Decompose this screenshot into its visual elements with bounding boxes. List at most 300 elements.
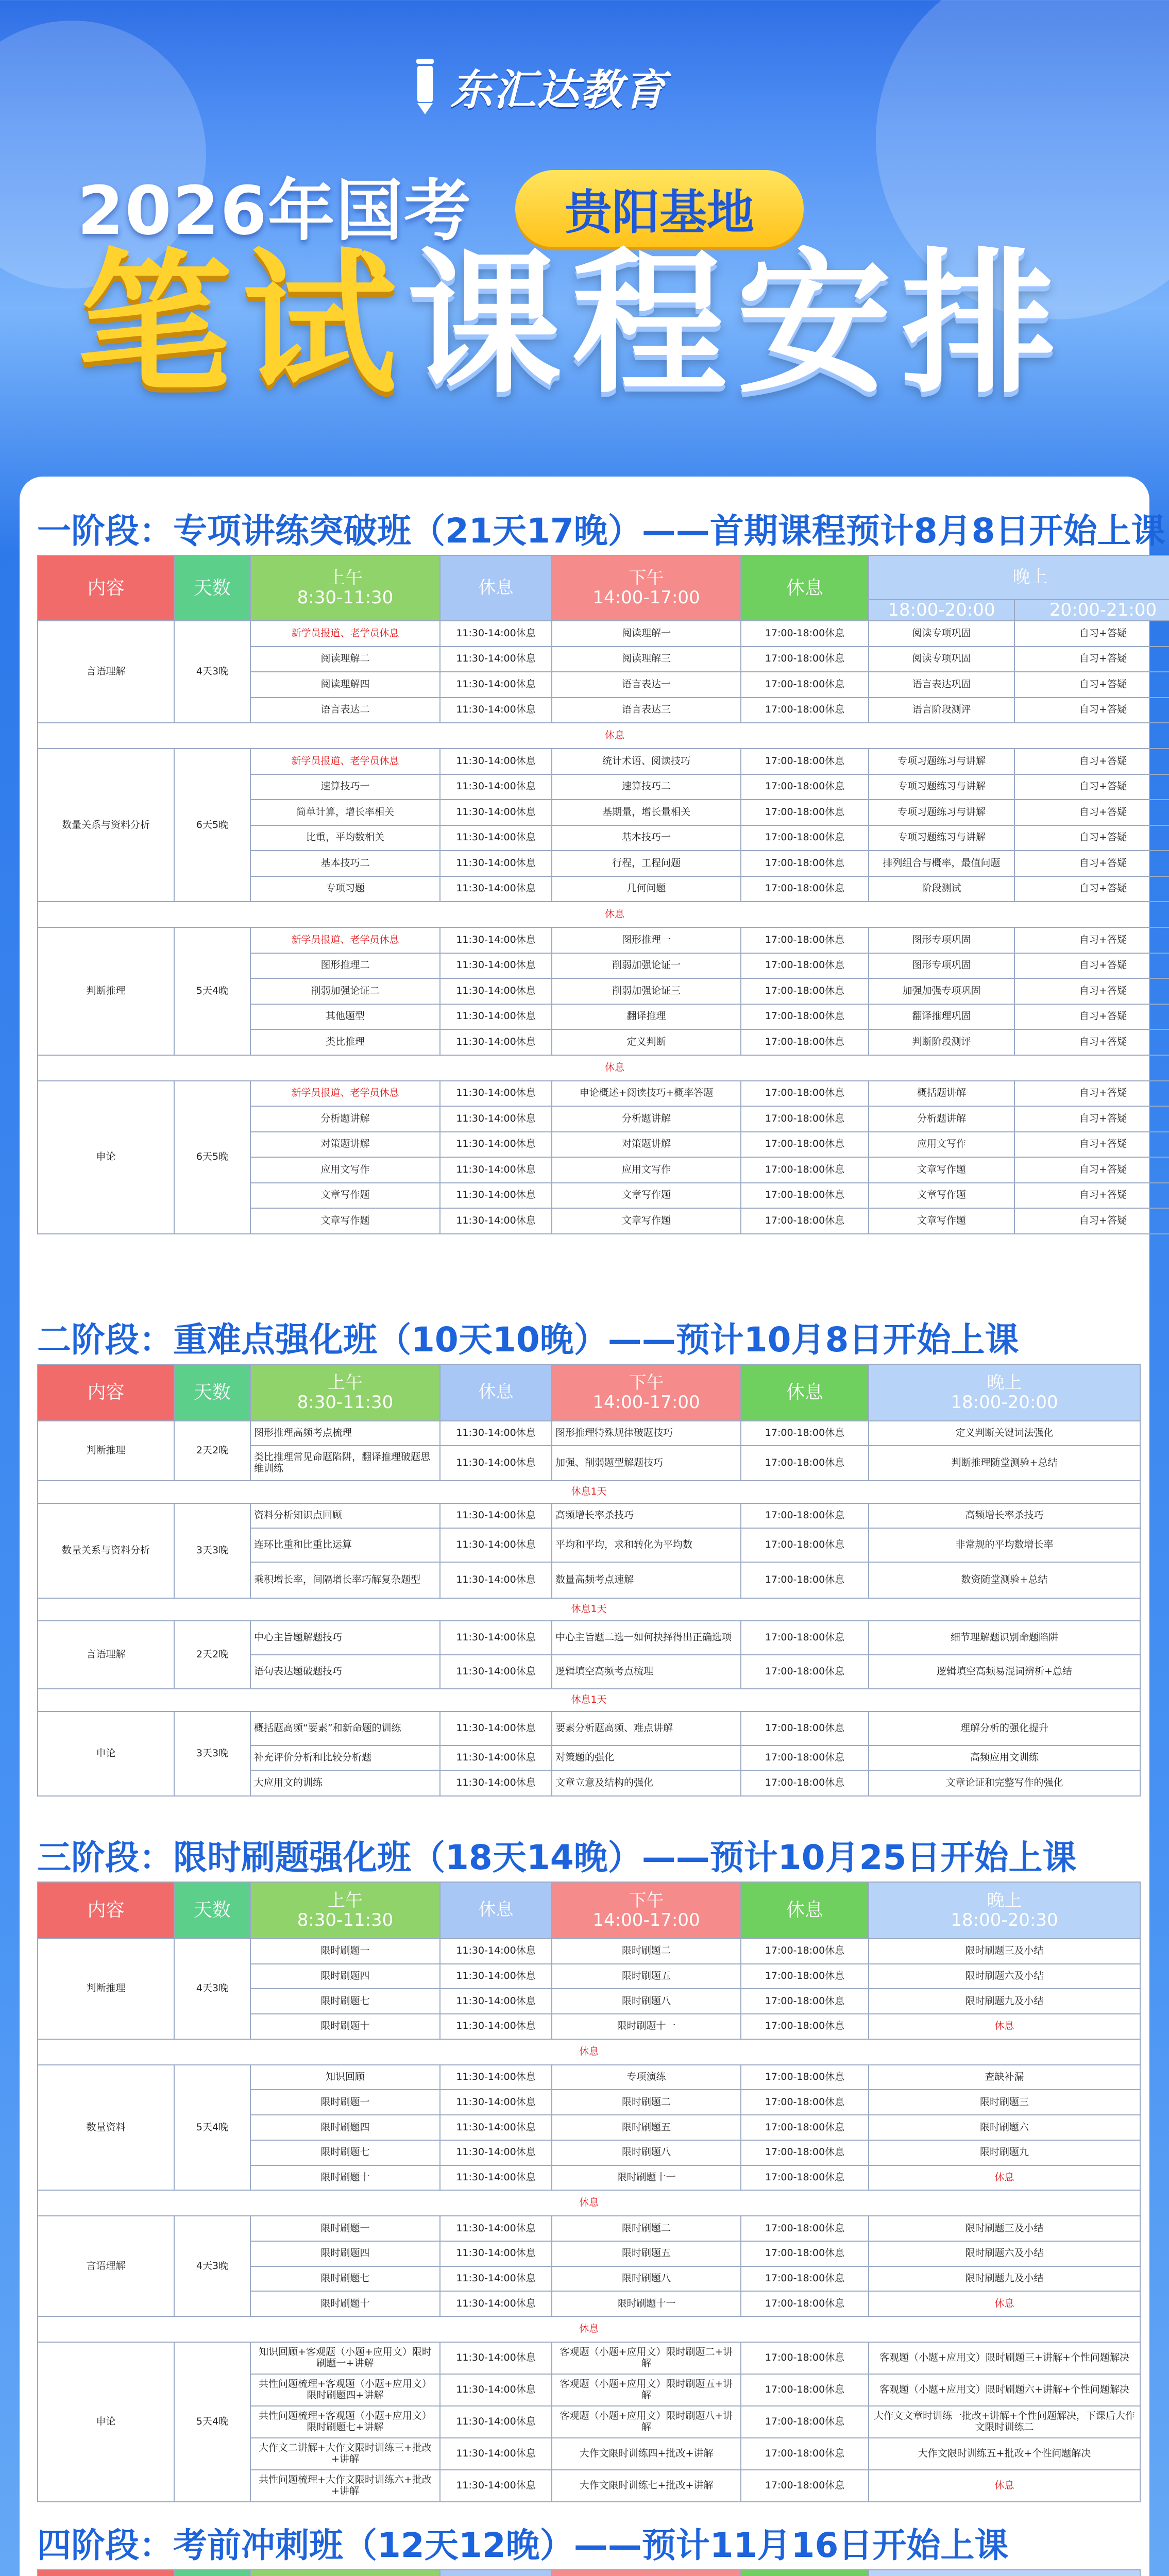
table-cell: 限时刷题十一 <box>552 2014 741 2039</box>
table-cell: 17:00-18:00休息 <box>741 2406 869 2438</box>
header-pm: 下午 14:00-17:00 <box>552 1882 741 1939</box>
header-eve-time2: 20:00-21:00 <box>1014 600 1169 621</box>
subject-days: 5天4晚 <box>174 927 250 1055</box>
table-cell: 11:30-14:00休息 <box>440 2291 552 2316</box>
table-cell: 17:00-18:00休息 <box>741 2438 869 2470</box>
rest-row-label: 休息1天 <box>38 1481 1140 1503</box>
table-cell: 限时刷题九及小结 <box>869 2266 1140 2292</box>
table-cell: 阅读理解一 <box>552 621 741 647</box>
table-cell: 限时刷题三及小结 <box>869 2216 1140 2241</box>
subject-days: 6天5晚 <box>174 1081 250 1234</box>
table-cell: 阅读理解四 <box>250 672 440 698</box>
headline-part2: 课程安排 <box>407 234 1066 414</box>
headline-part1: 笔试 <box>77 234 407 414</box>
table-cell: 基本技巧一 <box>552 825 741 851</box>
table-cell: 休息 <box>869 2014 1140 2039</box>
table-cell: 17:00-18:00休息 <box>741 2065 869 2090</box>
table-cell: 语言表达巩固 <box>869 672 1014 698</box>
table-cell: 11:30-14:00休息 <box>440 647 552 672</box>
rest-row-label: 休息 <box>38 2039 1140 2065</box>
table-cell: 11:30-14:00休息 <box>440 2140 552 2165</box>
table-cell: 对策题讲解 <box>250 1132 440 1158</box>
table-cell: 自习+答疑 <box>1014 1132 1169 1158</box>
table-cell: 11:30-14:00休息 <box>440 2438 552 2470</box>
table-cell: 17:00-18:00休息 <box>741 1939 869 1964</box>
table-cell: 17:00-18:00休息 <box>741 2140 869 2165</box>
table-cell: 11:30-14:00休息 <box>440 1004 552 1030</box>
table-row <box>38 2342 1140 2374</box>
table-cell: 专项习题 <box>250 876 440 902</box>
table-cell: 文章写作题 <box>552 1183 741 1209</box>
table-cell: 文章论证和完整写作的强化 <box>869 1770 1140 1796</box>
subject-name: 数量关系与资料分析 <box>38 1503 174 1598</box>
header-days: 天数 <box>174 1364 250 1421</box>
table-cell: 自习+答疑 <box>1014 698 1169 723</box>
table-cell: 文章写作题 <box>869 1183 1014 1209</box>
table-row <box>38 1421 1140 1446</box>
table-row <box>38 1621 1140 1655</box>
header-rest2: 休息 <box>741 555 869 621</box>
table-cell: 17:00-18:00休息 <box>741 1989 869 2014</box>
stage4-section <box>37 2522 1140 2576</box>
table-cell: 限时刷题七 <box>250 2140 440 2165</box>
table-cell: 11:30-14:00休息 <box>440 749 552 774</box>
table-cell: 11:30-14:00休息 <box>440 876 552 902</box>
table-cell: 11:30-14:00休息 <box>440 2241 552 2266</box>
table-cell: 速算技巧一 <box>250 774 440 800</box>
table-cell: 限时刷题三 <box>869 2090 1140 2115</box>
table-cell: 17:00-18:00休息 <box>741 1208 869 1234</box>
table-cell: 11:30-14:00休息 <box>440 953 552 979</box>
table-cell: 自习+答疑 <box>1014 927 1169 953</box>
header-eve <box>869 2570 1140 2576</box>
table-cell: 11:30-14:00休息 <box>440 2115 552 2140</box>
table-cell: 自习+答疑 <box>1014 1208 1169 1234</box>
table-cell: 17:00-18:00休息 <box>741 2090 869 2115</box>
table-cell: 17:00-18:00休息 <box>741 2374 869 2406</box>
table-cell: 新学员报道、老学员休息 <box>250 621 440 647</box>
table-cell: 限时刷题五 <box>552 2241 741 2266</box>
header-am: 上午 8:30-11:30 <box>250 1364 440 1421</box>
table-cell: 判断阶段测评 <box>869 1029 1014 1055</box>
table-cell: 乘积增长率，间隔增长率巧解复杂题型 <box>250 1562 440 1598</box>
table-cell: 11:30-14:00休息 <box>440 2065 552 2090</box>
table-cell: 语句表达题破题技巧 <box>250 1655 440 1689</box>
table-cell: 11:30-14:00休息 <box>440 1989 552 2014</box>
table-row <box>38 927 1169 953</box>
header-pm: 下午 14:00-17:00 <box>552 1364 741 1421</box>
table-cell: 11:30-14:00休息 <box>440 2342 552 2374</box>
stage2-table <box>37 1364 1141 1797</box>
table-row <box>38 1081 1169 1107</box>
table-cell: 17:00-18:00休息 <box>741 1562 869 1598</box>
headline-main <box>77 234 1066 414</box>
table-cell: 限时刷题五 <box>552 2115 741 2140</box>
table-cell: 17:00-18:00休息 <box>741 774 869 800</box>
table-row <box>38 2216 1140 2241</box>
header-eve-time: 18:00-20:30 <box>951 1909 1058 1930</box>
table-cell: 17:00-18:00休息 <box>741 1183 869 1209</box>
table-cell: 17:00-18:00休息 <box>741 1528 869 1562</box>
table-cell: 17:00-18:00休息 <box>741 800 869 825</box>
table-cell: 限时刷题三及小结 <box>869 1939 1140 1964</box>
stage4-table <box>37 2569 1141 2576</box>
table-cell: 专项习题练习与讲解 <box>869 800 1014 825</box>
table-cell: 限时刷题八 <box>552 1989 741 2014</box>
stage4-title: 四阶段：考前冲刺班（12天12晚）——预计11月16日开始上课 <box>37 2526 1009 2565</box>
table-cell: 自习+答疑 <box>1014 1106 1169 1132</box>
table-cell: 11:30-14:00休息 <box>440 978 552 1004</box>
table-cell: 限时刷题六及小结 <box>869 2241 1140 2266</box>
stage1-title: 一阶段：专项讲练突破班（21天17晚）——首期课程预计8月8日开始上课 <box>37 511 1165 551</box>
table-cell: 自习+答疑 <box>1014 1004 1169 1030</box>
table-cell: 大作文二讲解+大作文限时训练三+批改+讲解 <box>250 2438 440 2470</box>
table-cell: 11:30-14:00休息 <box>440 672 552 698</box>
header-rest <box>440 2570 552 2576</box>
header-content <box>38 2570 174 2576</box>
table-cell: 新学员报道、老学员休息 <box>250 1081 440 1107</box>
header-eve-time1: 18:00-20:00 <box>869 600 1014 621</box>
header-days <box>174 2570 250 2576</box>
table-cell: 17:00-18:00休息 <box>741 2291 869 2316</box>
header-rest: 休息 <box>440 1882 552 1939</box>
table-cell: 其他题型 <box>250 1004 440 1030</box>
table-cell: 阶段测试 <box>869 876 1014 902</box>
header-eve-time: 18:00-20:00 <box>951 1392 1058 1413</box>
table-cell: 客观题（小题+应用文）限时刷题八+讲解 <box>552 2406 741 2438</box>
table-cell: 削弱加强论证一 <box>552 953 741 979</box>
table-cell: 限时刷题十一 <box>552 2291 741 2316</box>
table-cell: 定义判断 <box>552 1029 741 1055</box>
header-rest2: 休息 <box>741 1882 869 1939</box>
table-cell: 限时刷题八 <box>552 2140 741 2165</box>
table-cell: 11:30-14:00休息 <box>440 1745 552 1770</box>
table-cell: 共性问题梳理+大作文限时训练六+批改+讲解 <box>250 2470 440 2502</box>
header-pm: 下午 14:00-17:00 <box>552 555 741 621</box>
table-cell: 大作文文章时训练一批改+讲解+个性问题解决，下课后大作文限时训练二 <box>869 2406 1140 2438</box>
table-cell: 17:00-18:00休息 <box>741 1004 869 1030</box>
subject-name: 判断推理 <box>38 1421 174 1481</box>
table-cell: 17:00-18:00休息 <box>741 1029 869 1055</box>
header-am-time: 8:30-11:30 <box>297 587 394 608</box>
table-cell: 11:30-14:00休息 <box>440 2090 552 2115</box>
table-cell: 17:00-18:00休息 <box>741 1770 869 1796</box>
table-cell: 自习+答疑 <box>1014 1029 1169 1055</box>
table-cell: 自习+答疑 <box>1014 749 1169 774</box>
table-cell: 行程，工程问题 <box>552 851 741 876</box>
table-cell: 自习+答疑 <box>1014 978 1169 1004</box>
table-cell: 图形推理特殊规律破题技巧 <box>552 1421 741 1446</box>
table-cell: 限时刷题九及小结 <box>869 1989 1140 2014</box>
table-cell: 自习+答疑 <box>1014 774 1169 800</box>
table-cell: 自习+答疑 <box>1014 621 1169 647</box>
table-cell: 非常规的平均数增长率 <box>869 1528 1140 1562</box>
stage1-table <box>37 555 1169 1234</box>
header-rest2: 休息 <box>741 1364 869 1421</box>
subject-days: 3天3晚 <box>174 1711 250 1796</box>
table-cell: 限时刷题二 <box>552 2216 741 2241</box>
table-cell: 自习+答疑 <box>1014 1157 1169 1183</box>
subject-days: 2天2晚 <box>174 1421 250 1481</box>
logo-text: 东汇达教育 <box>450 66 667 115</box>
header-am: 上午 8:30-11:30 <box>250 555 440 621</box>
header-am <box>250 2570 440 2576</box>
table-cell: 自习+答疑 <box>1014 1183 1169 1209</box>
table-cell: 自习+答疑 <box>1014 953 1169 979</box>
table-cell: 17:00-18:00休息 <box>741 953 869 979</box>
table-cell: 中心主旨题二选一如何抉择得出正确选项 <box>552 1621 741 1655</box>
table-cell: 11:30-14:00休息 <box>440 1183 552 1209</box>
subject-name: 数量关系与资料分析 <box>38 749 174 902</box>
table-cell: 限时刷题十一 <box>552 2165 741 2191</box>
table-cell: 类比推理常见命题陷阱，翻译推理破题思维训练 <box>250 1446 440 1481</box>
table-cell: 11:30-14:00休息 <box>440 2406 552 2438</box>
table-cell: 自习+答疑 <box>1014 647 1169 672</box>
table-cell: 类比推理 <box>250 1029 440 1055</box>
table-cell: 削弱加强论证三 <box>552 978 741 1004</box>
table-cell: 11:30-14:00休息 <box>440 774 552 800</box>
table-cell: 基期量，增长量相关 <box>552 800 741 825</box>
pen-logo-icon <box>407 59 443 115</box>
table-cell: 17:00-18:00休息 <box>741 825 869 851</box>
table-cell: 11:30-14:00休息 <box>440 1208 552 1234</box>
table-cell: 17:00-18:00休息 <box>741 876 869 902</box>
table-cell: 17:00-18:00休息 <box>741 1157 869 1183</box>
table-cell: 知识回顾+客观题（小题+应用文）限时刷题一+讲解 <box>250 2342 440 2374</box>
table-cell: 11:30-14:00休息 <box>440 2014 552 2039</box>
table-cell: 17:00-18:00休息 <box>741 1711 869 1745</box>
subject-name: 言语理解 <box>38 2216 174 2316</box>
table-cell: 11:30-14:00休息 <box>440 1770 552 1796</box>
table-cell: 比重，平均数相关 <box>250 825 440 851</box>
header-am: 上午 8:30-11:30 <box>250 1882 440 1939</box>
table-cell: 限时刷题二 <box>552 1939 741 1964</box>
table-cell: 11:30-14:00休息 <box>440 825 552 851</box>
table-row <box>38 1503 1140 1528</box>
rest-row-label: 休息 <box>38 902 1169 927</box>
table-cell: 分析题讲解 <box>869 1106 1014 1132</box>
table-cell: 统计术语、阅读技巧 <box>552 749 741 774</box>
table-cell: 速算技巧二 <box>552 774 741 800</box>
table-cell: 新学员报道、老学员休息 <box>250 749 440 774</box>
header-am-time: 8:30-11:30 <box>297 1392 394 1413</box>
table-cell: 平均和平均，求和转化为平均数 <box>552 1528 741 1562</box>
table-cell: 自习+答疑 <box>1014 851 1169 876</box>
subject-name: 判断推理 <box>38 1939 174 2039</box>
subject-name: 申论 <box>38 1081 174 1234</box>
table-cell: 图形推理二 <box>250 953 440 979</box>
stage3-title: 三阶段：限时刷题强化班（18天14晚）——预计10月25日开始上课 <box>37 1838 1077 1877</box>
header-content: 内容 <box>38 1882 174 1939</box>
table-cell: 文章写作题 <box>250 1183 440 1209</box>
table-cell: 高频增长率杀技巧 <box>869 1503 1140 1528</box>
table-cell: 自习+答疑 <box>1014 876 1169 902</box>
subject-days: 5天4晚 <box>174 2342 250 2502</box>
table-cell: 11:30-14:00休息 <box>440 2216 552 2241</box>
table-cell: 17:00-18:00休息 <box>741 1745 869 1770</box>
table-cell: 知识回顾 <box>250 2065 440 2090</box>
subject-name: 言语理解 <box>38 621 174 723</box>
table-cell: 图形专项巩固 <box>869 953 1014 979</box>
table-cell: 语言阶段测评 <box>869 698 1014 723</box>
table-cell: 17:00-18:00休息 <box>741 2342 869 2374</box>
rest-row-label: 休息 <box>38 1055 1169 1081</box>
table-cell: 11:30-14:00休息 <box>440 1421 552 1446</box>
table-cell: 限时刷题二 <box>552 2090 741 2115</box>
table-cell: 限时刷题一 <box>250 2216 440 2241</box>
table-row <box>38 2065 1140 2090</box>
table-cell: 限时刷题一 <box>250 2090 440 2115</box>
table-cell: 申论概述+阅读技巧+概率答题 <box>552 1081 741 1107</box>
table-cell: 17:00-18:00休息 <box>741 1621 869 1655</box>
table-cell: 阅读理解二 <box>250 647 440 672</box>
table-cell: 逻辑填空高频考点梳理 <box>552 1655 741 1689</box>
table-cell: 专项习题练习与讲解 <box>869 825 1014 851</box>
table-row <box>38 1939 1140 1964</box>
table-cell: 图形推理高频考点梳理 <box>250 1421 440 1446</box>
table-cell: 中心主旨题解题技巧 <box>250 1621 440 1655</box>
table-cell: 11:30-14:00休息 <box>440 1528 552 1562</box>
table-cell: 应用文写作 <box>552 1157 741 1183</box>
table-cell: 11:30-14:00休息 <box>440 2165 552 2191</box>
table-cell: 加强、削弱题型解题技巧 <box>552 1446 741 1481</box>
table-cell: 文章写作题 <box>250 1208 440 1234</box>
table-cell: 11:30-14:00休息 <box>440 1711 552 1745</box>
rest-row-label: 休息 <box>38 723 1169 749</box>
table-cell: 大应用文的训练 <box>250 1770 440 1796</box>
header-eve: 晚上 18:00-20:00 <box>869 1364 1140 1421</box>
table-cell: 11:30-14:00休息 <box>440 851 552 876</box>
stage2-title: 二阶段：重难点强化班（10天10晚）——预计10月8日开始上课 <box>37 1320 1019 1360</box>
brand-logo <box>407 57 667 117</box>
table-cell: 17:00-18:00休息 <box>741 1655 869 1689</box>
table-cell: 11:30-14:00休息 <box>440 1029 552 1055</box>
table-cell: 17:00-18:00休息 <box>741 2216 869 2241</box>
table-cell: 17:00-18:00休息 <box>741 1081 869 1107</box>
table-cell: 大作文限时训练四+批改+讲解 <box>552 2438 741 2470</box>
table-row <box>38 749 1169 774</box>
table-cell: 自习+答疑 <box>1014 672 1169 698</box>
table-cell: 17:00-18:00休息 <box>741 2165 869 2191</box>
table-cell: 排列组合与概率，最值问题 <box>869 851 1014 876</box>
table-cell: 共性问题梳理+客观题（小题+应用文）限时刷题七+讲解 <box>250 2406 440 2438</box>
table-cell: 11:30-14:00休息 <box>440 1132 552 1158</box>
subject-days: 4天3晚 <box>174 1939 250 2039</box>
table-cell: 11:30-14:00休息 <box>440 1503 552 1528</box>
table-cell: 定义判断关键词法强化 <box>869 1421 1140 1446</box>
rest-row-label: 休息 <box>38 2316 1140 2342</box>
table-cell: 限时刷题十 <box>250 2165 440 2191</box>
table-cell: 休息 <box>869 2165 1140 2191</box>
table-cell: 限时刷题四 <box>250 2115 440 2140</box>
rest-row-label: 休息 <box>38 2190 1140 2216</box>
subject-days: 4天3晚 <box>174 621 250 723</box>
table-cell: 图形推理一 <box>552 927 741 953</box>
table-cell: 限时刷题六及小结 <box>869 1964 1140 1989</box>
header-rest: 休息 <box>440 555 552 621</box>
header-pm-time: 14:00-17:00 <box>592 1392 700 1413</box>
table-cell: 高频增长率杀技巧 <box>552 1503 741 1528</box>
table-cell: 翻译推理 <box>552 1004 741 1030</box>
table-cell: 11:30-14:00休息 <box>440 927 552 953</box>
table-cell: 17:00-18:00休息 <box>741 647 869 672</box>
table-cell: 客观题（小题+应用文）限时刷题六+讲解+个性问题解决 <box>869 2374 1140 2406</box>
table-cell: 概括题高频“要素”和新命题的训练 <box>250 1711 440 1745</box>
table-cell: 阅读专项巩固 <box>869 621 1014 647</box>
table-cell: 限时刷题四 <box>250 2241 440 2266</box>
table-cell: 分析题讲解 <box>552 1106 741 1132</box>
subject-days: 4天3晚 <box>174 2216 250 2316</box>
table-cell: 11:30-14:00休息 <box>440 1157 552 1183</box>
table-cell: 大作文限时训练七+批改+讲解 <box>552 2470 741 2502</box>
table-cell: 自习+答疑 <box>1014 800 1169 825</box>
table-cell: 连环比重和比重比运算 <box>250 1528 440 1562</box>
table-cell: 17:00-18:00休息 <box>741 978 869 1004</box>
table-cell: 休息 <box>869 2291 1140 2316</box>
table-cell: 理解分析的强化提升 <box>869 1711 1140 1745</box>
location-badge: 贵阳基地 <box>515 170 804 247</box>
table-cell: 基本技巧二 <box>250 851 440 876</box>
table-cell: 新学员报道、老学员休息 <box>250 927 440 953</box>
table-cell: 自习+答疑 <box>1014 1081 1169 1107</box>
table-cell: 11:30-14:00休息 <box>440 1562 552 1598</box>
table-cell: 限时刷题一 <box>250 1939 440 1964</box>
table-cell: 限时刷题四 <box>250 1964 440 1989</box>
table-cell: 分析题讲解 <box>250 1106 440 1132</box>
stage3-section <box>37 1834 1140 2502</box>
table-cell: 文章写作题 <box>869 1157 1014 1183</box>
table-cell: 17:00-18:00休息 <box>741 1132 869 1158</box>
subject-name: 判断推理 <box>38 927 174 1055</box>
table-cell: 语言表达三 <box>552 698 741 723</box>
header-am-time: 8:30-11:30 <box>297 1909 394 1930</box>
table-cell: 11:30-14:00休息 <box>440 1621 552 1655</box>
table-cell: 资料分析知识点回顾 <box>250 1503 440 1528</box>
table-cell: 17:00-18:00休息 <box>741 1421 869 1446</box>
table-cell: 11:30-14:00休息 <box>440 2266 552 2292</box>
header-days: 天数 <box>174 555 250 621</box>
table-cell: 数资随堂测验+总结 <box>869 1562 1140 1598</box>
stage1-section <box>37 507 1165 1234</box>
table-cell: 削弱加强论证二 <box>250 978 440 1004</box>
header-content: 内容 <box>38 555 174 621</box>
table-cell: 阅读专项巩固 <box>869 647 1014 672</box>
table-cell: 17:00-18:00休息 <box>741 749 869 774</box>
table-cell: 翻译推理巩固 <box>869 1004 1014 1030</box>
table-cell: 11:30-14:00休息 <box>440 2470 552 2502</box>
table-cell: 补充评价分析和比较分析题 <box>250 1745 440 1770</box>
rest-row-label: 休息1天 <box>38 1598 1140 1621</box>
stage3-table <box>37 1882 1141 2502</box>
table-cell: 要素分析题高频、难点讲解 <box>552 1711 741 1745</box>
subject-days: 2天2晚 <box>174 1621 250 1689</box>
table-cell: 查缺补漏 <box>869 2065 1140 2090</box>
subject-days: 6天5晚 <box>174 749 250 902</box>
header-rest: 休息 <box>440 1364 552 1421</box>
table-cell: 11:30-14:00休息 <box>440 800 552 825</box>
table-cell: 大作文限时训练五+批改+个性问题解决 <box>869 2438 1140 2470</box>
table-cell: 限时刷题十 <box>250 2291 440 2316</box>
header-eve: 晚上 18:00-20:30 <box>869 1882 1140 1939</box>
table-cell: 11:30-14:00休息 <box>440 1655 552 1689</box>
table-cell: 11:30-14:00休息 <box>440 1106 552 1132</box>
table-cell: 对策题讲解 <box>552 1132 741 1158</box>
table-cell: 专项习题练习与讲解 <box>869 774 1014 800</box>
table-cell: 限时刷题七 <box>250 1989 440 2014</box>
table-cell: 共性问题梳理+客观题（小题+应用文）限时刷题四+讲解 <box>250 2374 440 2406</box>
subject-name: 申论 <box>38 1711 174 1796</box>
table-cell: 限时刷题七 <box>250 2266 440 2292</box>
